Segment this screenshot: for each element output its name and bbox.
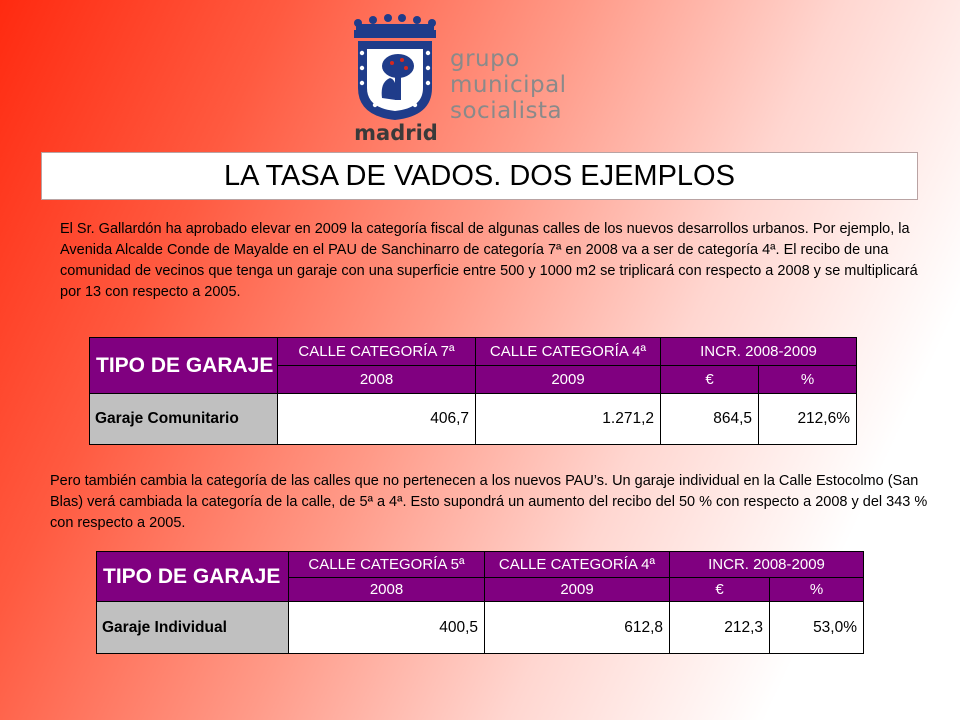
tipo-header: TIPO DE GARAJE — [90, 338, 278, 394]
col-header-incremento: INCR. 2008-2009 — [670, 552, 864, 578]
subheader-pct: % — [759, 366, 857, 394]
subheader-euro: € — [670, 578, 770, 602]
value-incr-pct: 212,6% — [759, 394, 857, 445]
col-header-categoria-7: CALLE CATEGORÍA 7ª — [278, 338, 476, 366]
table-row — [97, 602, 864, 654]
garaje-individual-table — [96, 551, 864, 654]
value-2009: 612,8 — [485, 602, 670, 654]
subheader-2008: 2008 — [278, 366, 476, 394]
col-header-categoria-4: CALLE CATEGORÍA 4ª — [476, 338, 661, 366]
madrid-coat-of-arms-icon — [340, 8, 450, 123]
value-incr-euro: 864,5 — [661, 394, 759, 445]
logo-line-socialista: socialista — [450, 98, 563, 124]
logo-line-municipal: municipal — [450, 72, 567, 98]
subheader-2009: 2009 — [476, 366, 661, 394]
logo-line-grupo: grupo — [450, 46, 520, 72]
psoe-madrid-logo — [340, 8, 600, 150]
col-header-categoria-4: CALLE CATEGORÍA 4ª — [485, 552, 670, 578]
subheader-2008: 2008 — [289, 578, 485, 602]
row-label: Garaje Comunitario — [90, 394, 278, 445]
second-paragraph: Pero también cambia la categoría de las calles que no pertenecen a los nuevos PAU’s. Un garaje individual en la Calle Estocolmo (San Blas) verá cambiada la categoría de la calle, de 5ª a 4ª. Esto supondrá un aumento del recibo del 50 % con respecto a 2008 y del 343 % con respecto a 2005. — [50, 473, 928, 531]
value-incr-euro: 212,3 — [670, 602, 770, 654]
value-2008: 400,5 — [289, 602, 485, 654]
logo-city: madrid — [354, 121, 438, 145]
col-header-incremento: INCR. 2008-2009 — [661, 338, 857, 366]
tipo-header: TIPO DE GARAJE — [97, 552, 289, 602]
subheader-2009: 2009 — [485, 578, 670, 602]
subheader-euro: € — [661, 366, 759, 394]
garaje-comunitario-table — [89, 337, 857, 445]
table-row — [90, 394, 857, 445]
value-2008: 406,7 — [278, 394, 476, 445]
value-incr-pct: 53,0% — [770, 602, 864, 654]
page-title: LA TASA DE VADOS. DOS EJEMPLOS — [41, 152, 918, 200]
subheader-pct: % — [770, 578, 864, 602]
intro-paragraph: El Sr. Gallardón ha aprobado elevar en 2009 la categoría fiscal de algunas calles de los nuevos desarrollos urbanos. Por ejemplo, la Avenida Alcalde Conde de Mayalde en el PAU de Sanchinarro de categoría 7ª en 2008 va a ser de categoría 4ª. El recibo de una comunidad de vecinos que tenga un garaje con una superficie entre 500 y 1000 m2 se triplicará con respecto a 2008 y se multiplicará por 13 con respecto a 2005. — [60, 221, 918, 300]
col-header-categoria-5: CALLE CATEGORÍA 5ª — [289, 552, 485, 578]
value-2009: 1.271,2 — [476, 394, 661, 445]
row-label: Garaje Individual — [97, 602, 289, 654]
